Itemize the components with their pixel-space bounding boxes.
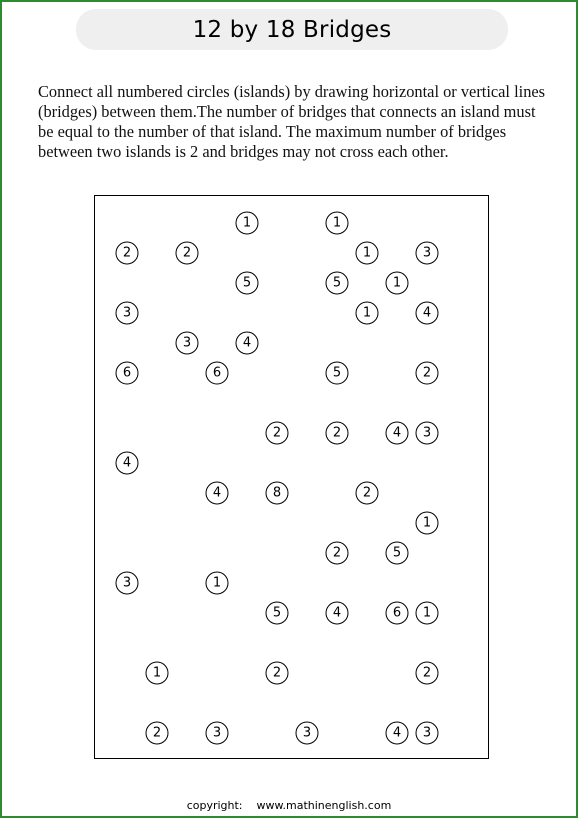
island[interactable]: 4 bbox=[326, 602, 349, 625]
island[interactable]: 5 bbox=[236, 272, 259, 295]
island[interactable]: 1 bbox=[146, 662, 169, 685]
island[interactable]: 1 bbox=[326, 212, 349, 235]
island[interactable]: 5 bbox=[266, 602, 289, 625]
island[interactable]: 2 bbox=[266, 422, 289, 445]
island[interactable]: 3 bbox=[116, 302, 139, 325]
island[interactable]: 4 bbox=[386, 722, 409, 745]
island[interactable]: 6 bbox=[116, 362, 139, 385]
footer bbox=[2, 799, 576, 812]
island[interactable]: 1 bbox=[206, 572, 229, 595]
island[interactable]: 1 bbox=[386, 272, 409, 295]
copyright-site-link[interactable]: www.mathinenglish.com bbox=[256, 799, 392, 812]
island[interactable]: 2 bbox=[356, 482, 379, 505]
island[interactable]: 2 bbox=[266, 662, 289, 685]
island[interactable]: 3 bbox=[116, 572, 139, 595]
island[interactable]: 1 bbox=[356, 302, 379, 325]
island[interactable]: 1 bbox=[416, 512, 439, 535]
island[interactable]: 3 bbox=[416, 722, 439, 745]
island[interactable]: 6 bbox=[386, 602, 409, 625]
island[interactable]: 3 bbox=[296, 722, 319, 745]
island[interactable]: 3 bbox=[206, 722, 229, 745]
island[interactable]: 1 bbox=[416, 602, 439, 625]
island[interactable]: 2 bbox=[116, 242, 139, 265]
island[interactable]: 4 bbox=[386, 422, 409, 445]
island[interactable]: 2 bbox=[416, 362, 439, 385]
island[interactable]: 4 bbox=[236, 332, 259, 355]
island[interactable]: 5 bbox=[326, 362, 349, 385]
page-title: 12 by 18 Bridges bbox=[192, 16, 392, 43]
island[interactable]: 3 bbox=[416, 422, 439, 445]
island[interactable]: 1 bbox=[236, 212, 259, 235]
island[interactable]: 2 bbox=[326, 542, 349, 565]
island[interactable]: 4 bbox=[416, 302, 439, 325]
island[interactable]: 4 bbox=[116, 452, 139, 475]
island[interactable]: 2 bbox=[326, 422, 349, 445]
island[interactable]: 8 bbox=[266, 482, 289, 505]
island[interactable]: 5 bbox=[326, 272, 349, 295]
instructions-text: Connect all numbered circles (islands) by drawing horizontal or vertical lines (bridges) between them.The number of bridges that connects an island must be equal to the number of that island. The maximum number of bridges between two islands is 2 and bridges may not cross each other. bbox=[38, 82, 546, 161]
island[interactable]: 3 bbox=[416, 242, 439, 265]
island[interactable]: 6 bbox=[206, 362, 229, 385]
island[interactable]: 4 bbox=[206, 482, 229, 505]
island[interactable]: 1 bbox=[356, 242, 379, 265]
island[interactable]: 2 bbox=[416, 662, 439, 685]
puzzle-board bbox=[94, 195, 489, 759]
title-banner bbox=[76, 9, 508, 50]
island[interactable]: 5 bbox=[386, 542, 409, 565]
island[interactable]: 3 bbox=[176, 332, 199, 355]
island[interactable]: 2 bbox=[146, 722, 169, 745]
island[interactable]: 2 bbox=[176, 242, 199, 265]
copyright-label: copyright: bbox=[186, 799, 243, 812]
